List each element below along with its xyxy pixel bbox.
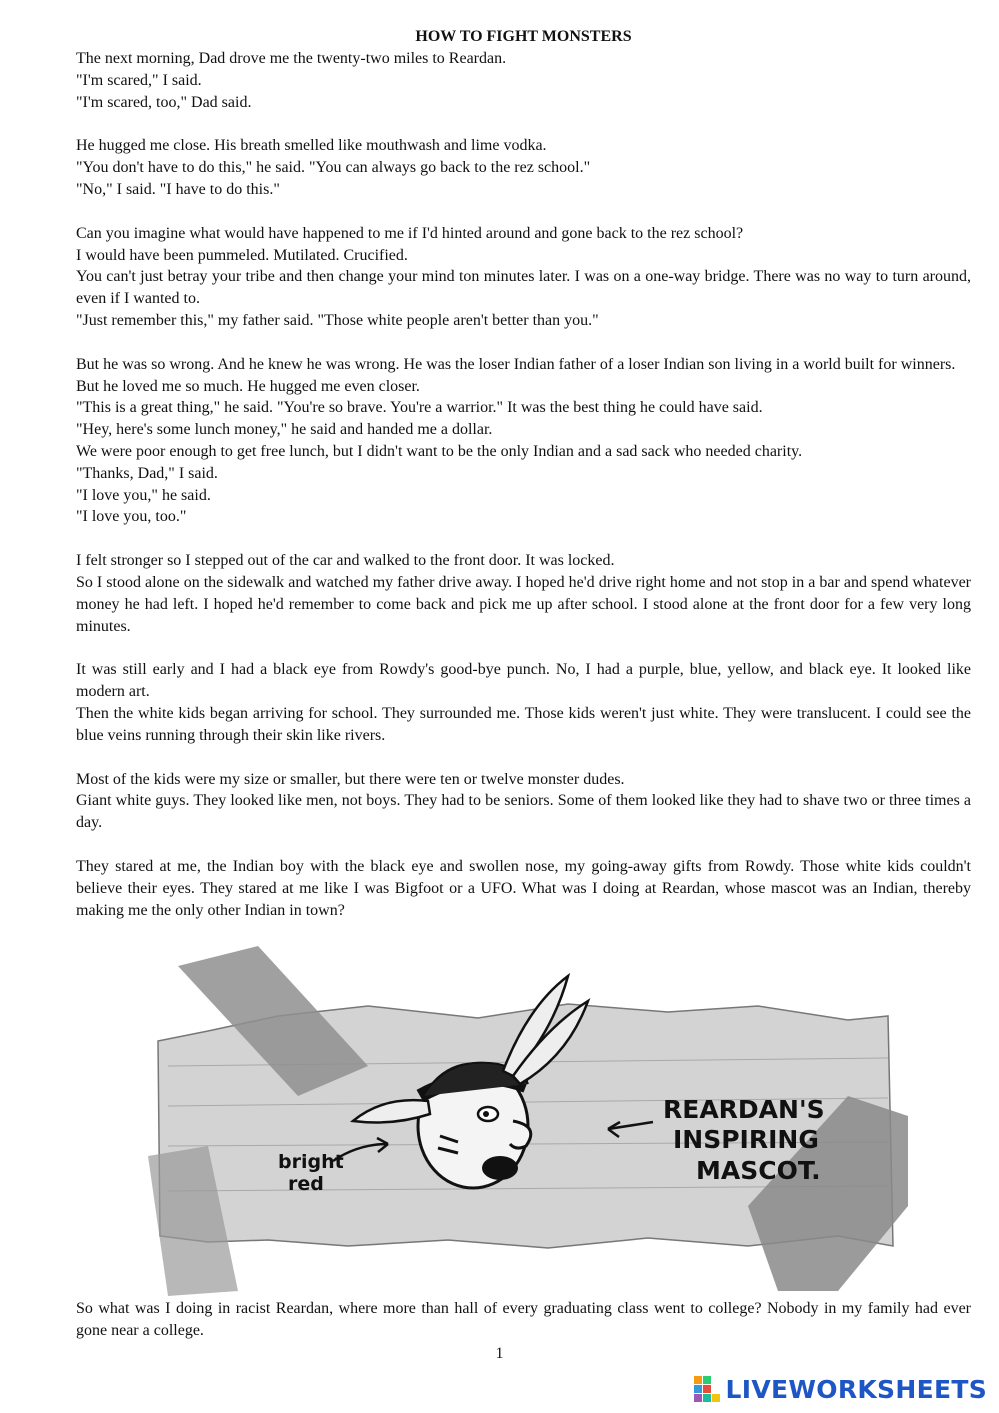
text-line: "Just remember this," my father said. "Those white people aren't better than you." xyxy=(76,311,599,329)
paragraph xyxy=(76,769,971,834)
text-line: Can you imagine what would have happened to me if I'd hinted around and gone back to the rez school? xyxy=(76,224,744,242)
page-title: HOW TO FIGHT MONSTERS xyxy=(415,28,632,45)
liveworksheets-brand[interactable] xyxy=(694,1372,987,1406)
text-line: We were poor enough to get free lunch, but I didn't want to be the only Indian and a sad sack who needed charity. xyxy=(76,442,803,460)
document-body xyxy=(76,26,971,943)
mascot-label-line-3: MASCOT. xyxy=(696,1156,821,1185)
text-line: But he loved me so much. He hugged me even closer. xyxy=(76,377,420,395)
text-line: Giant white guys. They looked like men, not boys. They had to be seniors. Some of them looked like they had to shave two or three times a day. xyxy=(76,792,971,832)
text-line: "I love you," he said. xyxy=(76,486,211,504)
color-label-line-2: red xyxy=(288,1173,324,1195)
liveworksheets-logo-icon xyxy=(694,1376,720,1402)
text-line: "I'm scared," I said. xyxy=(76,71,202,89)
paragraph xyxy=(76,659,971,746)
text-line: I felt stronger so I stepped out of the car and walked to the front door. It was locked. xyxy=(76,552,615,570)
text-line: "Thanks, Dad," I said. xyxy=(76,464,218,482)
text-line: So I stood alone on the sidewalk and watched my father drive away. I hoped he'd drive right home and not stop in a bar and spend whatever money he had left. I hoped he'd remember to come back and pick me up after school. I stood alone at the front door for a few very long minutes. xyxy=(76,573,971,635)
paragraph xyxy=(76,48,971,113)
text-line: They stared at me, the Indian boy with the black eye and swollen nose, my going-away gifts from Rowdy. Those white kids couldn't believe their eyes. They stared at me like I was Bigfoot or a UFO. What was I doing at Reardan, whose mascot was an Indian, thereby making me the only other Indian in town? xyxy=(76,857,971,919)
liveworksheets-wordmark: LIVEWORKSHEETS xyxy=(725,1374,987,1404)
paragraph xyxy=(76,135,971,200)
text-line: You can't just betray your tribe and then change your mind ton minutes later. I was on a one-way bridge. There was no way to turn around, even if I wanted to. xyxy=(76,268,971,308)
text-line: I would have been pummeled. Mutilated. Crucified. xyxy=(76,246,408,264)
text-line: "You don't have to do this," he said. "You can always go back to the rez school." xyxy=(76,159,591,177)
text-line: "No," I said. "I have to do this." xyxy=(76,180,280,198)
page-number: 1 xyxy=(495,1345,504,1362)
paragraph-list xyxy=(76,48,971,921)
paragraph xyxy=(76,223,971,332)
color-label-line-1: bright xyxy=(278,1151,344,1173)
text-line: Most of the kids were my size or smaller, but there were ten or twelve monster dudes. xyxy=(76,770,625,788)
closing-text: So what was I doing in racist Reardan, where more than hall of every graduating class went to college? Nobody in my family had ever gone near a college. xyxy=(76,1300,971,1339)
paragraph xyxy=(76,550,971,637)
mascot-label-line-1: REARDAN'S xyxy=(663,1095,825,1124)
text-line: He hugged me close. His breath smelled like mouthwash and lime vodka. xyxy=(76,137,547,155)
text-line: "Hey, here's some lunch money," he said and handed me a dollar. xyxy=(76,421,493,439)
mascot-drawing xyxy=(148,946,908,1296)
text-line: The next morning, Dad drove me the twenty-two miles to Reardan. xyxy=(76,50,507,67)
paragraph xyxy=(76,856,971,921)
text-line: "I'm scared, too," Dad said. xyxy=(76,93,252,111)
paragraph xyxy=(76,354,971,528)
text-line: Then the white kids began arriving for school. They surrounded me. Those kids weren't just white. They were translucent. I could see the blue veins running through their skin like rivers. xyxy=(76,704,971,744)
mascot-illustration xyxy=(148,946,908,1296)
text-line: But he was so wrong. And he knew he was wrong. He was the loser Indian father of a loser Indian son living in a world built for winners. xyxy=(76,355,956,373)
mascot-label-line-2: INSPIRING xyxy=(673,1125,819,1154)
text-line: "I love you, too." xyxy=(76,508,187,526)
text-line: It was still early and I had a black eye from Rowdy's good-bye punch. No, I had a purple, blue, yellow, and black eye. It looked like modern art. xyxy=(76,661,971,701)
closing-paragraph xyxy=(76,1298,971,1342)
text-line: "This is a great thing," he said. "You're so brave. You're a warrior." It was the best thing he could have said. xyxy=(76,399,763,417)
